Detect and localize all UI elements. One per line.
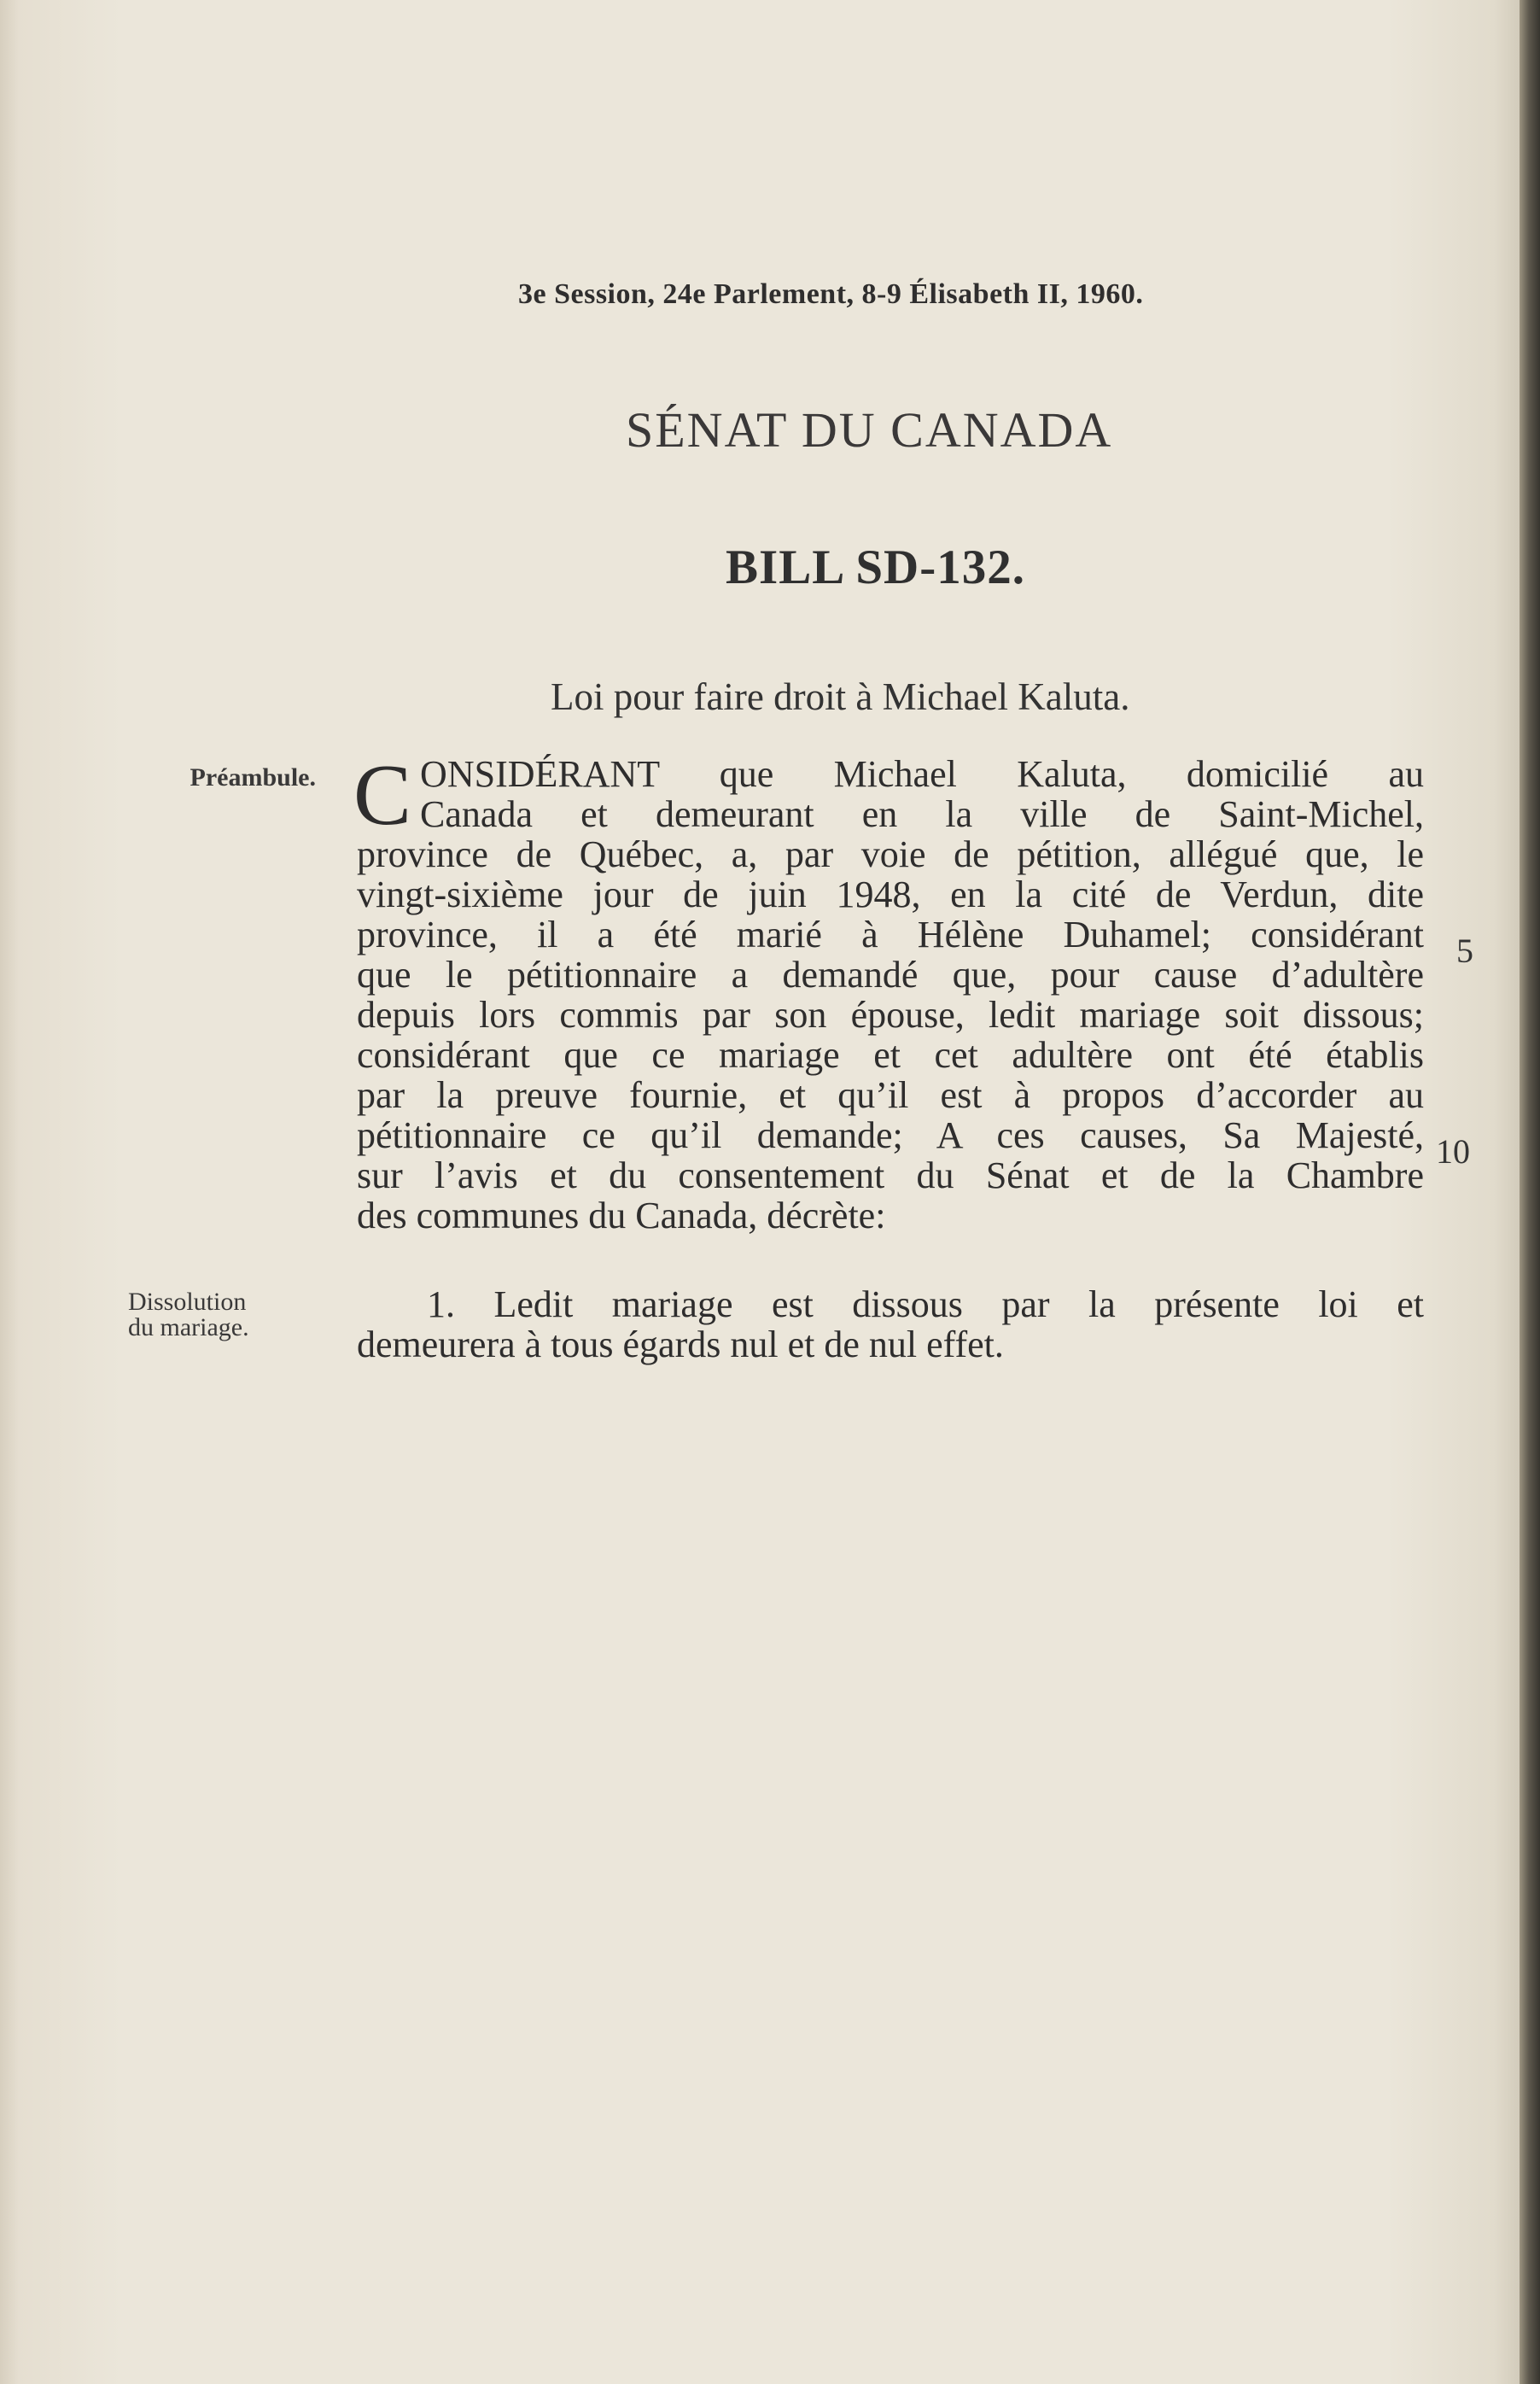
- preamble-line: province de Québec, a, par voie de pétition, allégué que, le: [357, 833, 1424, 875]
- line-number-5: 5: [1456, 932, 1473, 970]
- line-number-10: 10: [1436, 1132, 1470, 1171]
- preamble-line: pétitionnaire ce qu’il demande; A ces causes, Sa Majesté,: [357, 1114, 1424, 1156]
- house-title: SÉNAT DU CANADA: [626, 402, 1113, 458]
- section-1-paragraph: [357, 1284, 1424, 1364]
- margin-note-preamble: Préambule.: [190, 763, 316, 792]
- preamble-line: ONSIDÉRANT que Michael Kaluta, domicilié au: [420, 753, 1424, 795]
- preamble-line: depuis lors commis par son épouse, ledit mariage soit dissous;: [357, 994, 1424, 1036]
- book-spine-edge: [1520, 0, 1540, 2384]
- preamble-line: considérant que ce mariage et cet adultère ont été établis: [357, 1034, 1424, 1076]
- margin-note-dissolution: [128, 1289, 307, 1341]
- preamble-line: des communes du Canada, décrète:: [357, 1195, 886, 1236]
- drop-cap: C: [353, 747, 412, 844]
- section-line: demeurera à tous égards nul et de nul effet.: [357, 1323, 1004, 1365]
- preamble-line: Canada et demeurant en la ville de Saint-Michel,: [420, 793, 1424, 835]
- margin-note-line: Dissolution: [128, 1288, 247, 1316]
- page-left-fold: [0, 0, 19, 2384]
- session-heading: 3e Session, 24e Parlement, 8-9 Élisabeth II, 1960.: [518, 278, 1144, 310]
- bill-subtitle: Loi pour faire droit à Michael Kaluta.: [551, 675, 1130, 718]
- preamble-line: que le pétitionnaire a demandé que, pour cause d’adultère: [357, 954, 1424, 996]
- preamble-paragraph: [353, 747, 1424, 1236]
- margin-note-line: du mariage.: [128, 1313, 249, 1341]
- section-line: 1. Ledit mariage est dissous par la présente loi et: [427, 1283, 1424, 1325]
- preamble-line: vingt-sixième jour de juin 1948, en la cité de Verdun, dite: [357, 874, 1424, 915]
- preamble-line: sur l’avis et du consentement du Sénat et de la Chambre: [357, 1154, 1424, 1196]
- preamble-line: province, il a été marié à Hélène Duhamel; considérant: [357, 914, 1424, 955]
- preamble-line: par la preuve fournie, et qu’il est à propos d’accorder au: [357, 1074, 1424, 1116]
- bill-number: BILL SD-132.: [726, 540, 1025, 594]
